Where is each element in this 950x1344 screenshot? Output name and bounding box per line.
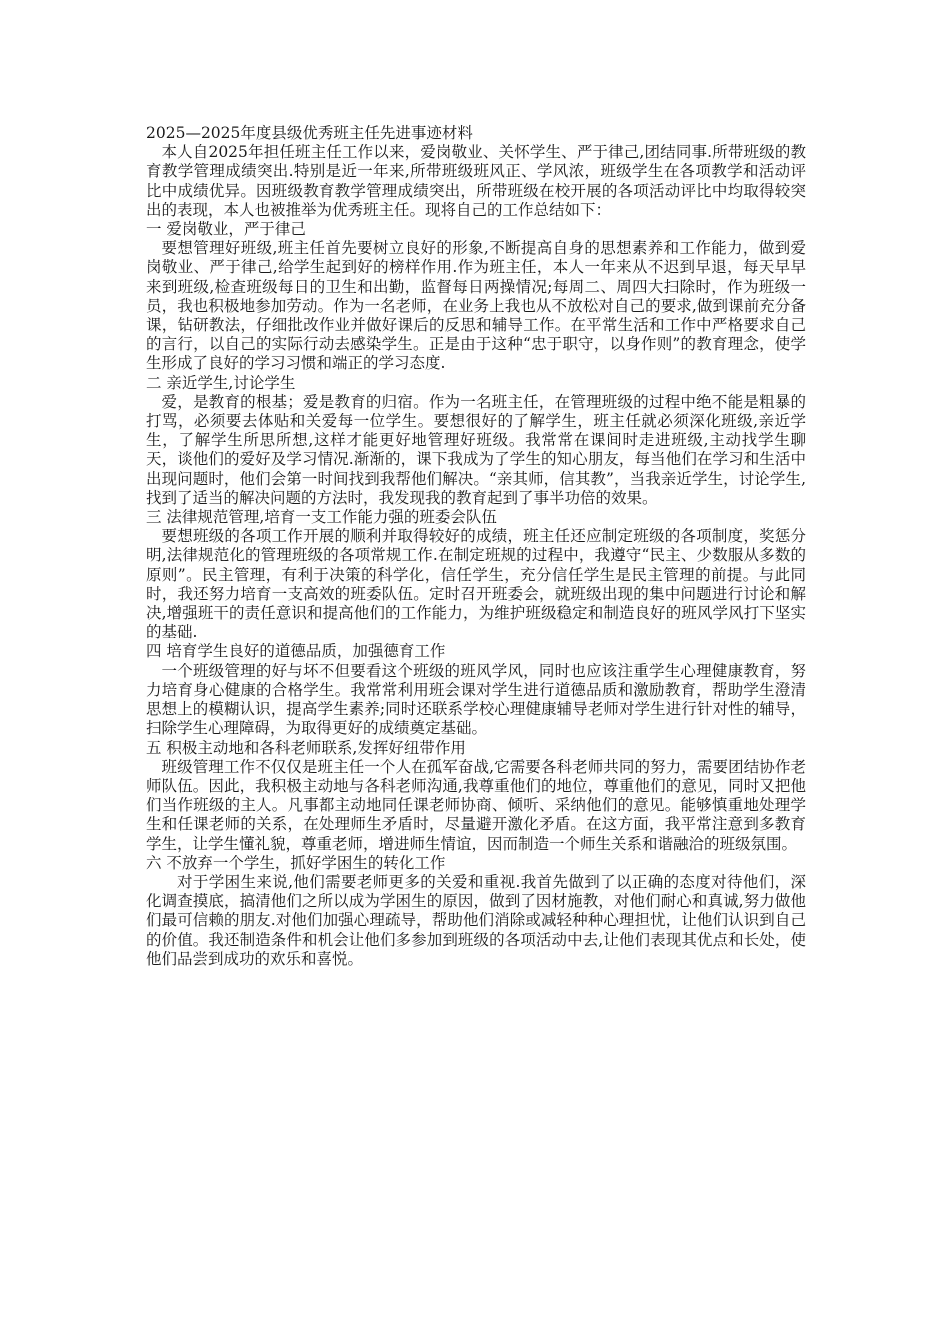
section-heading-2: 二 亲近学生,讨论学生 bbox=[146, 373, 296, 392]
section-heading-3: 三 法律规范管理,培育一支工作能力强的班委会队伍 bbox=[146, 508, 497, 527]
section-heading-5: 五 积极主动地和各科老师联系,发挥好纽带作用 bbox=[146, 738, 466, 757]
document-page bbox=[146, 124, 806, 969]
document-title: 2025—2025年度县级优秀班主任先进事迹材料 bbox=[146, 124, 473, 142]
section-heading-6: 六 不放弃一个学生，抓好学困生的转化工作 bbox=[146, 853, 446, 872]
section-body-6: 对于学困生来说,他们需要老师更多的关爱和重视.我首先做到了以正确的态度对待他们，深化调查摸底，搞清他们之所以成为学困生的原因，做到了因材施教，对他们耐心和真诚,努力做他们最可信赖的朋友.对他们加强心理疏导，帮助他们消除或减轻种种心理担忧，让他们认识到自己的价值。我还制造条件和机会让他们多参加到班级的各项活动中去,让他们表现其优点和长处，使他们品尝到成功的欢乐和喜悦。 bbox=[146, 872, 806, 968]
section-body-4: 一个班级管理的好与坏不但要看这个班级的班风学风，同时也应该注重学生心理健康教育，努力培育身心健康的合格学生。我常常利用班会课对学生进行道德品质和激励教育，帮助学生澄清思想上的模糊认识，提高学生素养;同时还联系学校心理健康辅导老师对学生进行针对性的辅导，扫除学生心理障碍，为取得更好的成绩奠定基础。 bbox=[146, 661, 806, 738]
section-body-1: 要想管理好班级,班主任首先要树立良好的形象,不断提高自身的思想素养和工作能力，做到爱岗敬业、严于律己,给学生起到好的榜样作用.作为班主任，本人一年来从不迟到早退，每天早早来到班级,检查班级每日的卫生和出勤，监督每日两操情况;每周二、周四大扫除时，作为班级一员，我也积极地参加劳动。作为一名老师，在业务上我也从不放松对自己的要求,做到课前充分备课，钻研教法，仔细批改作业并做好课后的反思和辅导工作。在平常生活和工作中严格要求自己的言行，以自己的实际行动去感染学生。正是由于这种“忠于职守，以身作则”的教育理念，使学生形成了良好的学习习惯和端正的学习态度. bbox=[146, 239, 806, 373]
section-heading-4: 四 培育学生良好的道德品质，加强德育工作 bbox=[146, 642, 446, 661]
section-body-5: 班级管理工作不仅仅是班主任一个人在孤军奋战,它需要各科老师共同的努力，需要团结协作老师队伍。因此，我积极主动地与各科老师沟通,我尊重他们的地位，尊重他们的意见，同时又把他们当作班级的主人。凡事都主动地同任课老师协商、倾听、采纳他们的意见。能够慎重地处理学生和任课老师的关系，在处理师生矛盾时，尽量避开激化矛盾。在这方面，我平常注意到多教育学生，让学生懂礼貌，尊重老师，增进师生情谊，因而制造一个师生关系和谐融洽的班级氛围。 bbox=[146, 757, 806, 853]
section-body-3: 要想班级的各项工作开展的顺利并取得较好的成绩，班主任还应制定班级的各项制度，奖惩分明,法律规范化的管理班级的各项常规工作.在制定班规的过程中，我遵守“民主、少数服从多数的原则”。民主管理，有利于决策的科学化，信任学生，充分信任学生是民主管理的前提。与此同时，我还努力培育一支高效的班委队伍。定时召开班委会，就班级出现的集中问题进行讨论和解决,增强班干的责任意识和提高他们的工作能力，为维护班级稳定和制造良好的班风学风打下坚实的基础. bbox=[146, 527, 806, 642]
intro-paragraph: 本人自2025年担任班主任工作以来，爱岗敬业、关怀学生、严于律己,团结同事.所带班级的教育教学管理成绩突出.特别是近一年来,所带班级班风正、学风浓，班级学生在各项教学和活动评比中成绩优异。因班级教育教学管理成绩突出，所带班级在校开展的各项活动评比中均取得较突出的表现，本人也被推举为优秀班主任。现将自己的工作总结如下： bbox=[146, 143, 806, 219]
section-heading-1: 一 爱岗敬业，严于律己 bbox=[146, 220, 306, 239]
section-body-2: 爱，是教育的根基；爱是教育的归宿。作为一名班主任，在管理班级的过程中绝不能是粗暴的打骂，必须要去体贴和关爱每一位学生。要想很好的了解学生，班主任就必须深化班级,亲近学生，了解学生所思所想,这样才能更好地管理好班级。我常常在课间时走进班级,主动找学生聊天，谈他们的爱好及学习情况.渐渐的，课下我成为了学生的知心朋友，每当他们在学习和生活中出现问题时，他们会第一时间找到我帮他们解决。“亲其师，信其教”，当我亲近学生，讨论学生,找到了适当的解决问题的方法时，我发现我的教育起到了事半功倍的效果。 bbox=[146, 392, 806, 507]
